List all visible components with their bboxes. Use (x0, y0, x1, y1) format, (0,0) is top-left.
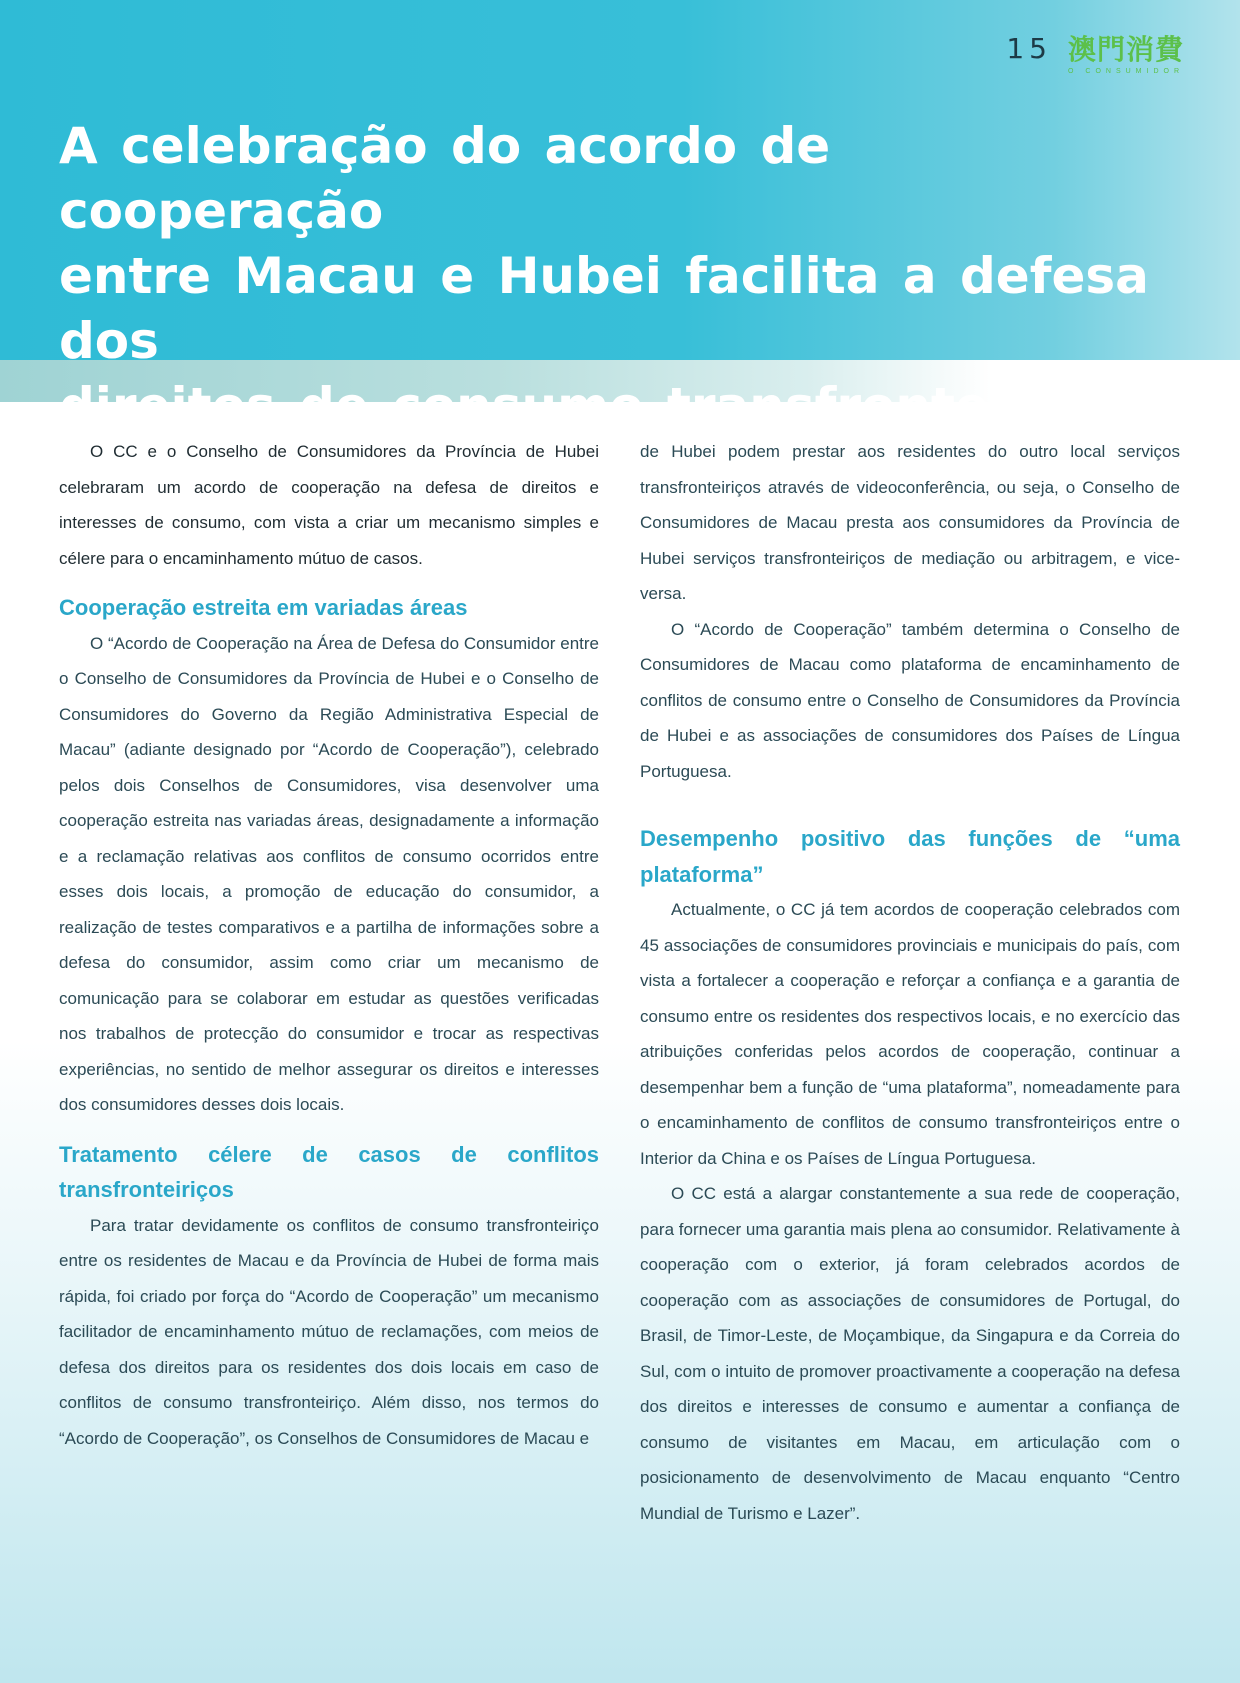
intro-paragraph: O CC e o Conselho de Consumidores da Província de Hubei celebraram um acordo de cooperação na defesa de direitos e interesses de consumo, com vista a criar um mecanismo simples e célere para o encaminhamento mútuo de casos. (59, 442, 599, 568)
section-heading: Cooperação estreita em variadas áreas (59, 595, 468, 620)
title-line: A celebração do acordo de cooperação (59, 117, 831, 240)
page-number: 15 (1006, 32, 1052, 65)
body-paragraph: Para tratar devidamente os conflitos de consumo transfronteiriço entre os residentes de Macau e da Província de Hubei de forma mais rápida, foi criado por força do “Acordo de Cooperação” um mecanismo facilitador de encaminhamento mútuo de reclamações, com meios de defesa dos direitos para os residentes dos dois locais em caso de conflitos de consumo transfronteiriço. Além disso, nos termos do “Acordo de Cooperação”, os Conselhos de Consumidores de Macau e (59, 1215, 599, 1448)
body-paragraph: O CC está a alargar constantemente a sua rede de cooperação, para fornecer uma garantia mais plena ao consumidor. Relativamente à cooperação com o exterior, já foram celebrados acordos de cooperação com as associações de consumidores de Portugal, do Brasil, de Timor-Leste, de Moçambique, da Singapura e da Correia do Sul, com o intuito de promover proactivamente a cooperação na defesa dos direitos e interesses de consumo e aumentar a confiança de consumo de visitantes em Macau, em articulação com o posicionamento de desenvolvimento de Macau enquanto “Centro Mundial de Turismo e Lazer”. (640, 1184, 1180, 1523)
logo-english-text: O CONSUMIDOR (1068, 68, 1184, 75)
body-paragraph: O “Acordo de Cooperação” também determina o Conselho de Consumidores de Macau como plataforma de encaminhamento de conflitos de consumo entre o Conselho de Consumidores da Província de Hubei e as associações de consumidores dos Países de Língua Portuguesa. (640, 619, 1180, 781)
magazine-logo (1068, 34, 1186, 78)
right-column (640, 434, 1180, 1531)
title-line: entre Macau e Hubei facilita a defesa dos (59, 247, 1149, 370)
section-heading: Desempenho positivo das funções de “uma plataforma” (640, 826, 1180, 887)
section-heading: Tratamento célere de casos de conflitos transfronteiriços (59, 1141, 599, 1202)
body-paragraph: Actualmente, o CC já tem acordos de cooperação celebrados com 45 associações de consumidores provinciais e municipais do país, com vista a fortalecer a cooperação e reforçar a confiança e a garantia de consumo entre os residentes dos respectivos locais, e no exercício das atribuições conferidas pelos acordos de cooperação, continuar a desempenhar bem a função de “uma plataforma”, nomeadamente para o encaminhamento de conflitos de consumo transfronteiriços entre o Interior da China e os Países de Língua Portuguesa. (640, 900, 1180, 1168)
body-paragraph-continued: de Hubei podem prestar aos residentes do outro local serviços transfronteiriços através de videoconferência, ou seja, o Conselho de Consumidores de Macau presta aos consumidores da Província de Hubei serviços transfronteiriços de mediação ou arbitragem, e vice-versa. (640, 442, 1180, 603)
title-line: direitos de consumo transfronteiriço (59, 377, 1112, 435)
left-column (59, 434, 599, 1456)
logo-chinese-text: 澳門消費 (1068, 33, 1185, 66)
article-title (59, 114, 1169, 439)
body-paragraph: O “Acordo de Cooperação na Área de Defesa do Consumidor entre o Conselho de Consumidores da Província de Hubei e o Conselho de Consumidores do Governo da Região Administrativa Especial de Macau” (adiante designado por “Acordo de Cooperação”), celebrado pelos dois Conselhos de Consumidores, visa desenvolver uma cooperação estreita nas variadas áreas, designadamente a informação e a reclamação relativas aos conflitos de consumo ocorridos entre esses dois locais, a promoção de educação do consumidor, a realização de testes comparativos e a partilha de informações sobre a defesa do consumidor, assim como criar um mecanismo de comunicação para se colaborar em estudar as questões verificadas nos trabalhos de protecção do consumidor e trocar as respectivas experiências, no sentido de melhor assegurar os direitos e interesses dos consumidores desses dois locais. (59, 633, 599, 1114)
